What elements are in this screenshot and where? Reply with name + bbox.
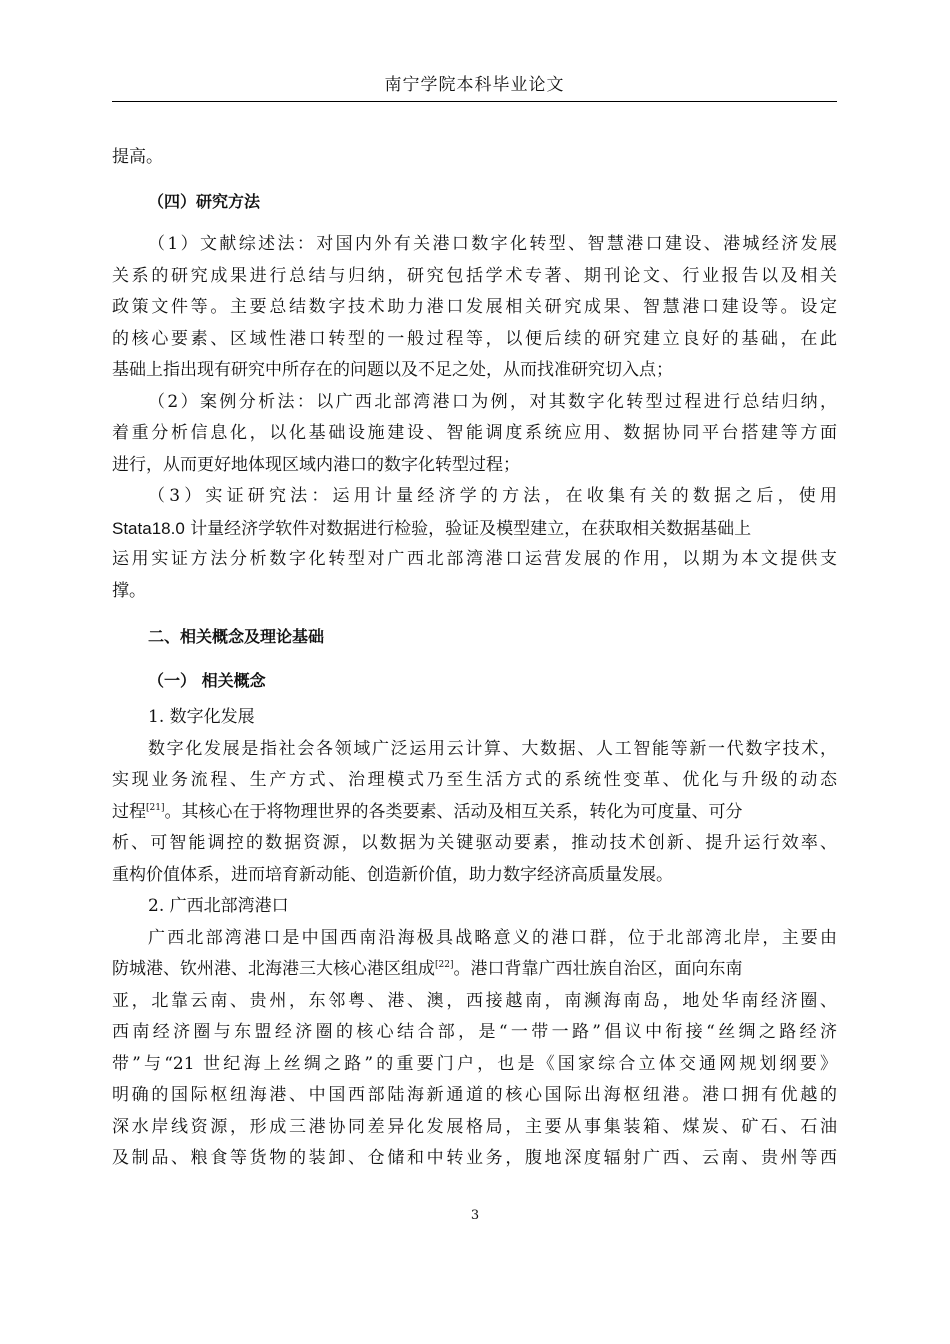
paragraph-line: 着重分析信息化，以化基础设施建设、智能调度系统应用、数据协同平台搭建等方面 <box>112 423 837 443</box>
paragraph-line: 政策文件等。主要总结数字技术助力港口发展相关研究成果、智慧港口建设等。设定 <box>112 297 837 317</box>
citation-ref: [21] <box>146 802 165 813</box>
paragraph-line: 广西北部湾港口是中国西南沿海极具战略意义的港口群，位于北部湾北岸，主要由 <box>148 927 837 948</box>
paragraph-line: 进行，从而更好地体现区域内港口的数字化转型过程； <box>112 454 520 475</box>
paragraph-line: 提高。 <box>112 147 163 167</box>
citation-ref: [22] <box>435 960 454 970</box>
paragraph-line: 运用实证方法分析数字化转型对广西北部湾港口运营发展的作用，以期为本文提供支 <box>112 549 837 569</box>
paragraph-line: （3）实证研究法：运用计量经济学的方法，在收集有关的数据之后，使用 <box>148 486 837 506</box>
subsection-title: 2. 广西北部湾港口 <box>148 896 289 916</box>
body-text <box>112 142 837 1175</box>
header-rule <box>112 101 837 102</box>
paragraph-line: 析、可智能调控的数据资源，以数据为关键驱动要素，推动技术创新、提升运行效率、 <box>112 833 837 853</box>
paragraph-line: 深水岸线资源，形成三港协同差异化发展格局，主要从事集装箱、煤炭、矿石、石油 <box>112 1116 837 1137</box>
paragraph-line: 撑。 <box>112 580 146 601</box>
section-heading-concepts: （一） 相关概念 <box>148 670 266 690</box>
paragraph-line <box>112 954 837 986</box>
paragraph-line <box>112 513 837 545</box>
paragraph-line: 实现业务流程、生产方式、治理模式乃至生活方式的系统性变革、优化与升级的动态 <box>112 770 837 790</box>
paragraph-line: 的核心要素、区域性港口转型的一般过程等，以便后续的研究建立良好的基础，在此 <box>112 328 837 349</box>
paragraph-line: （2）案例分析法：以广西北部湾港口为例，对其数字化转型过程进行总结归纳， <box>148 391 837 412</box>
running-header: 南宁学院本科毕业论文 <box>384 75 565 95</box>
chapter-heading: 二、相关概念及理论基础 <box>148 627 325 646</box>
page-number: 3 <box>470 1208 480 1223</box>
paragraph-line: 数字化发展是指社会各领域广泛运用云计算、大数据、人工智能等新一代数字技术， <box>148 738 837 759</box>
subsection-title: 1. 数字化发展 <box>148 707 255 727</box>
paragraph-line: 西南经济圈与东盟经济圈的核心结合部，是“一带一路”倡议中衔接“丝绸之路经济 <box>112 1022 837 1042</box>
paragraph-text: 。其核心在于将物理世界的各类要素、活动及相互关系，转化为可度量、可分 <box>164 801 743 822</box>
paragraph-line: 重构价值体系，进而培育新动能、创造新价值，助力数字经济高质量发展。 <box>112 864 673 885</box>
paragraph-line: 基础上指出现有研究中所存在的问题以及不足之处，从而找准研究切入点； <box>112 360 673 380</box>
paragraph-line: 带”与“21 世纪海上丝绸之路”的重要门户，也是《国家综合立体交通网规划纲要》 <box>112 1053 837 1074</box>
section-heading-methods: （四）研究方法 <box>148 191 261 211</box>
paragraph-line <box>112 797 837 829</box>
paragraph-text: 计量经济学软件对数据进行检验，验证及模型建立，在获取相关数据基础上 <box>184 518 752 539</box>
paragraph-line: 及制品、粮食等货物的装卸、仓储和中转业务，腹地深度辐射广西、云南、贵州等西 <box>112 1148 837 1168</box>
software-name: Stata18.0 <box>112 518 185 538</box>
paragraph-line: （1）文献综述法：对国内外有关港口数字化转型、智慧港口建设、港城经济发展 <box>148 234 837 254</box>
paragraph-text: 防城港、钦州港、北海港三大核心港区组成 <box>112 959 435 979</box>
paragraph-line: 关系的研究成果进行总结与归纳，研究包括学术专著、期刊论文、行业报告以及相关 <box>112 265 837 286</box>
paragraph-line: 亚，北靠云南、贵州，东邻粤、港、澳，西接越南，南濒海南岛，地处华南经济圈、 <box>112 990 837 1011</box>
paragraph-text: 。港口背靠广西壮族自治区，面向东南 <box>453 959 743 979</box>
paragraph-line: 明确的国际枢纽海港、中国西部陆海新通道的核心国际出海枢纽港。港口拥有优越的 <box>112 1085 837 1105</box>
paragraph-text: 过程 <box>112 801 146 822</box>
